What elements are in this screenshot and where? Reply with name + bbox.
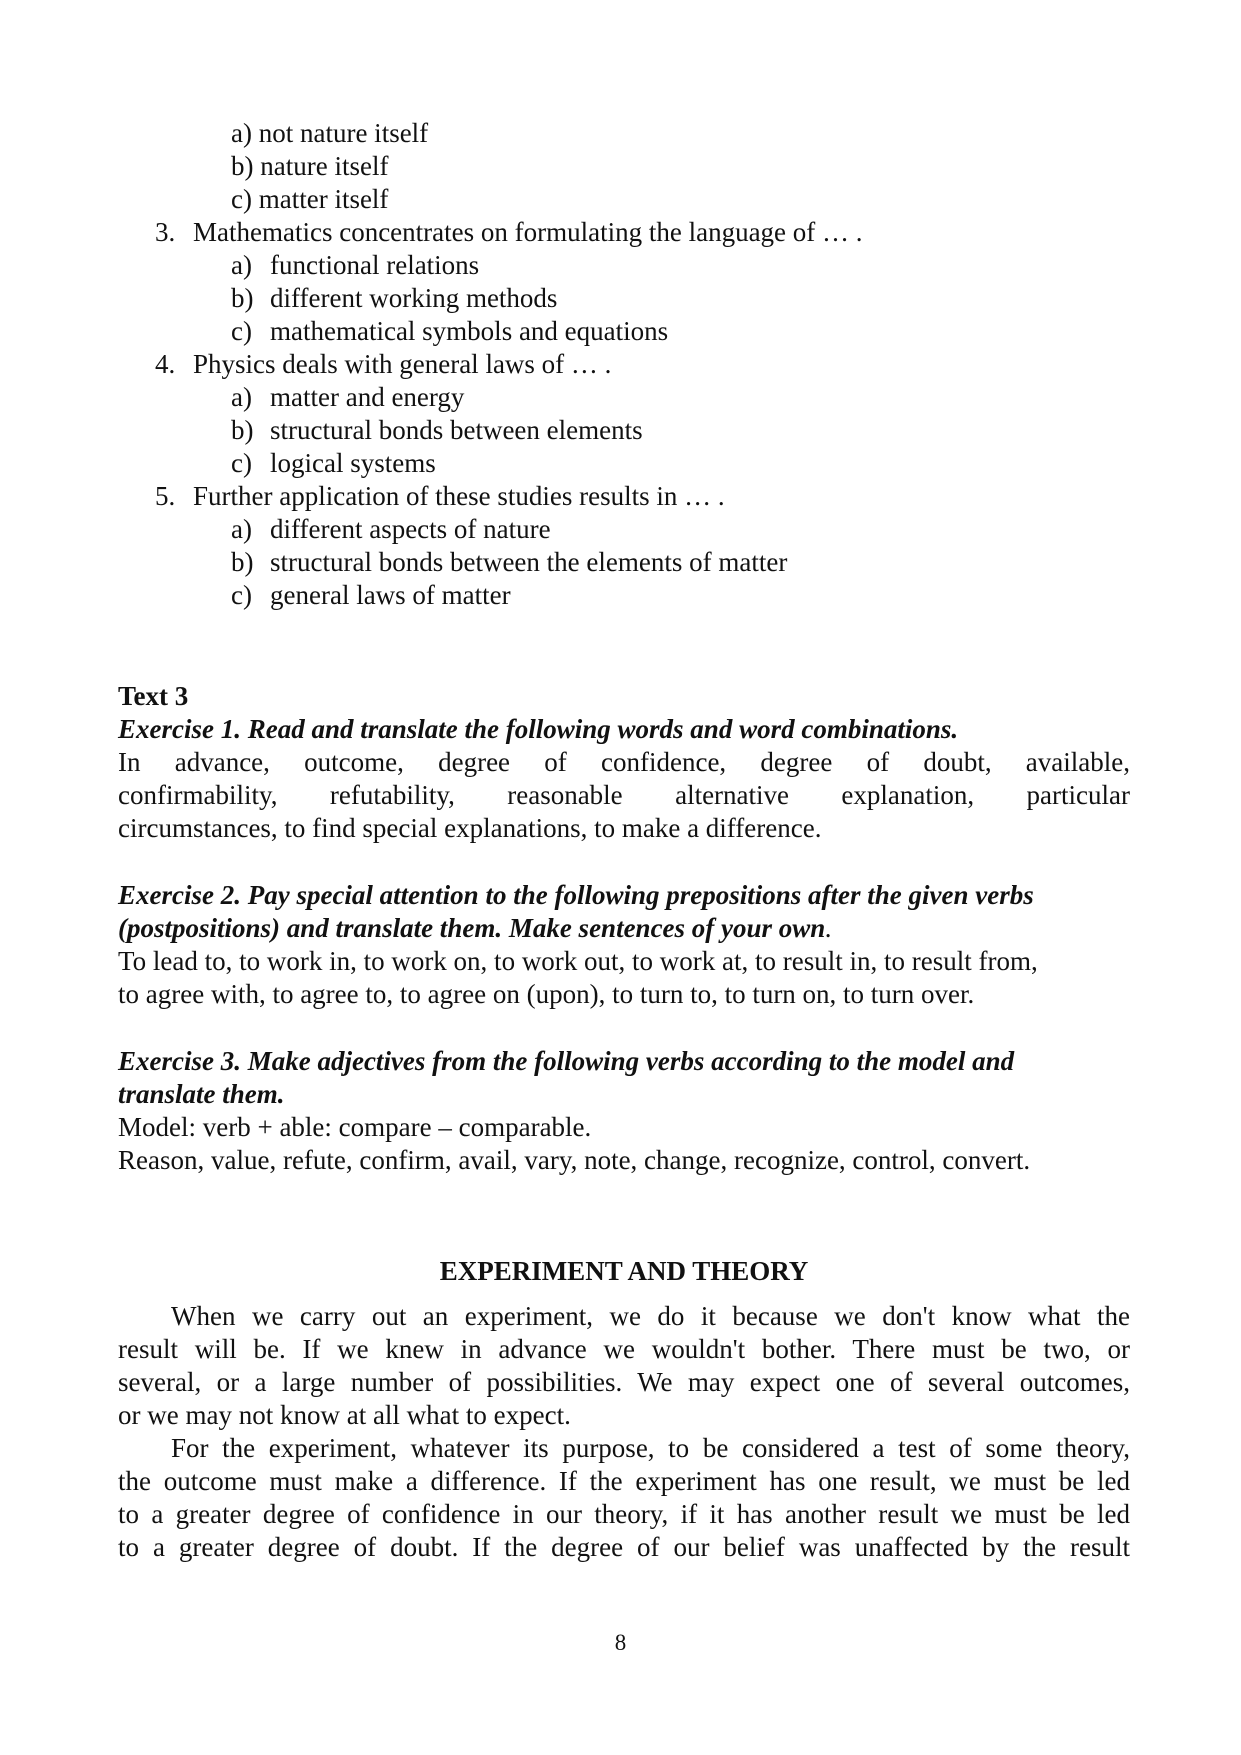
question-number: 4. bbox=[155, 349, 176, 379]
paragraph-2-line: the outcome must make a difference. If the experiment has one result, we must be led bbox=[118, 1466, 1130, 1496]
exercise-1-title: Exercise 1. Read and translate the following words and word combinations. bbox=[118, 714, 959, 744]
exercise-3-words: Reason, value, refute, confirm, avail, vary, note, change, recognize, control, convert. bbox=[118, 1145, 1031, 1175]
exercise-2-title-cont: (postpositions) and translate them. Make sentences of your own. bbox=[118, 913, 833, 943]
question-3-option-b: b) different working methods bbox=[231, 283, 558, 313]
exercise-3-title: Exercise 3. Make adjectives from the following verbs according to the model and bbox=[118, 1046, 1015, 1076]
question-number: 5. bbox=[155, 481, 176, 511]
exercise-2-line: to agree with, to agree to, to agree on (upon), to turn to, to turn on, to turn over. bbox=[118, 979, 975, 1009]
question-text: Physics deals with general laws of … . bbox=[193, 349, 612, 379]
paragraph-1-line: or we may not know at all what to expect. bbox=[118, 1400, 571, 1430]
paragraph-1-line: When we carry out an experiment, we do it because we don't know what the bbox=[171, 1301, 1130, 1331]
question-number: 3. bbox=[155, 217, 176, 247]
exercise-3-model: Model: verb + able: compare – comparable. bbox=[118, 1112, 592, 1142]
exercise-2-title: Exercise 2. Pay special attention to the following prepositions after the given verbs bbox=[118, 880, 1034, 910]
question-3-option-c: c) mathematical symbols and equations bbox=[231, 316, 669, 346]
question-4-option-b: b) structural bonds between elements bbox=[231, 415, 643, 445]
exercise-1-line: confirmability, refutability, reasonable alternative explanation, particular bbox=[118, 780, 1130, 810]
paragraph-2-line: to a greater degree of doubt. If the degree of our belief was unaffected by the result bbox=[118, 1532, 1130, 1562]
question-text: Further application of these studies results in … . bbox=[193, 481, 725, 511]
text3-heading: Text 3 bbox=[118, 681, 189, 711]
paragraph-1-line: result will be. If we knew in advance we wouldn't bother. There must be two, or bbox=[118, 1334, 1130, 1364]
question-3-option-a: a) functional relations bbox=[231, 250, 480, 280]
question-5-option-a: a) different aspects of nature bbox=[231, 514, 551, 544]
question-2-option-a: a) not nature itself bbox=[231, 118, 429, 148]
question-4-option-c: c) logical systems bbox=[231, 448, 436, 478]
exercise-1-line: circumstances, to find special explanations, to make a difference. bbox=[118, 813, 822, 843]
question-5 bbox=[155, 480, 725, 513]
question-5-option-c: c) general laws of matter bbox=[231, 580, 511, 610]
question-2-option-c: c) matter itself bbox=[231, 184, 389, 214]
paragraph-1-line: several, or a large number of possibilities. We may expect one of several outcomes, bbox=[118, 1367, 1130, 1397]
question-3 bbox=[155, 216, 863, 249]
article-title: EXPERIMENT AND THEORY bbox=[439, 1256, 809, 1286]
paragraph-2-line: For the experiment, whatever its purpose, to be considered a test of some theory, bbox=[171, 1433, 1130, 1463]
question-4-option-a: a) matter and energy bbox=[231, 382, 465, 412]
question-2-option-b: b) nature itself bbox=[231, 151, 389, 181]
question-4 bbox=[155, 348, 611, 381]
exercise-1-line: In advance, outcome, degree of confidence, degree of doubt, available, bbox=[118, 747, 1130, 777]
paragraph-2-line: to a greater degree of confidence in our theory, if it has another result we must be led bbox=[118, 1499, 1130, 1529]
exercise-2-line: To lead to, to work in, to work on, to work out, to work at, to result in, to result from, bbox=[118, 946, 1038, 976]
question-5-option-b: b) structural bonds between the elements of matter bbox=[231, 547, 788, 577]
page-number: 8 bbox=[614, 1630, 627, 1655]
exercise-3-title-cont: translate them. bbox=[118, 1079, 285, 1109]
question-text: Mathematics concentrates on formulating the language of … . bbox=[193, 217, 863, 247]
